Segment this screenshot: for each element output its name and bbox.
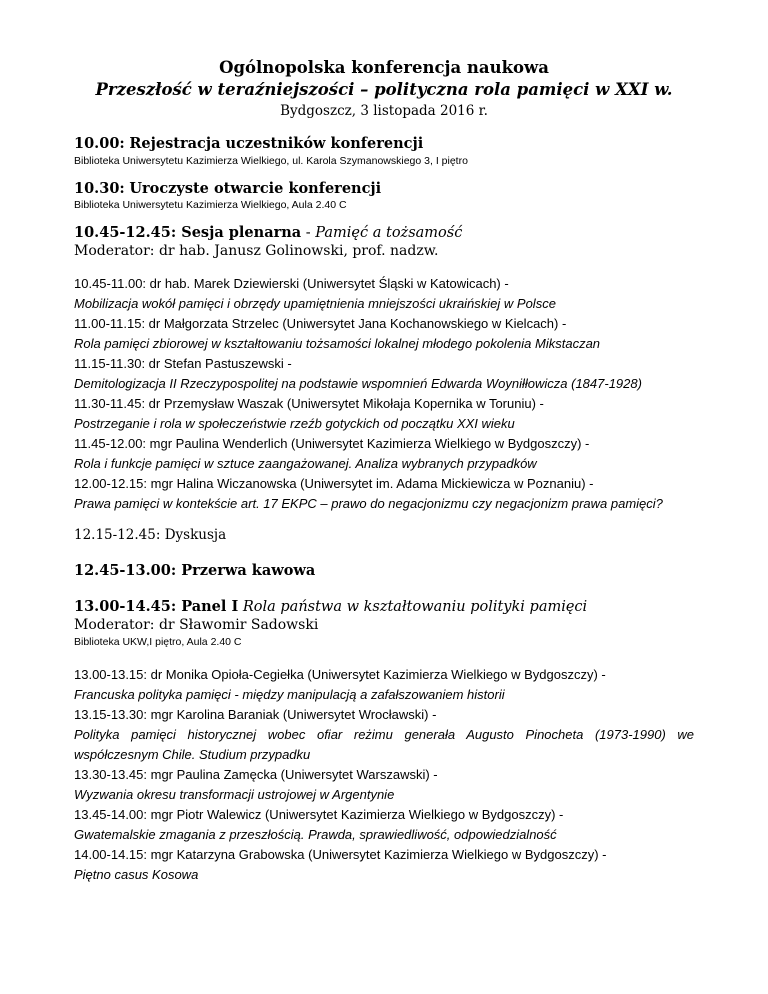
registration-label: Rejestracja uczestników konferencji [129, 135, 424, 152]
talk-speaker-line: 13.15-13.30: mgr Karolina Baraniak (Uniwersytet Wrocławski) - [74, 707, 437, 722]
panel1-venue: Biblioteka UKW,I piętro, Aula 2.40 C [74, 636, 242, 648]
talk-item [74, 354, 694, 394]
talk-speaker-line: 14.00-14.15: mgr Katarzyna Grabowska (Uniwersytet Kazimierza Wielkiego w Bydgoszczy) - [74, 847, 607, 862]
opening-venue: Biblioteka Uniwersytetu Kazimierza Wielkiego, Aula 2.40 C [74, 199, 347, 211]
talk-item [74, 274, 694, 314]
talk-item [74, 665, 694, 705]
talk-item [74, 845, 694, 885]
talk-speaker-line: 10.45-11.00: dr hab. Marek Dziewierski (Uniwersytet Śląski w Katowicach) - [74, 276, 509, 291]
talk-title: Rola i funkcje pamięci w sztuce zaangażowanej. Analiza wybranych przypadków [74, 456, 537, 471]
registration-venue: Biblioteka Uniwersytetu Kazimierza Wielkiego, ul. Karola Szymanowskiego 3, I piętro [74, 155, 468, 167]
talk-speaker-line: 11.30-11.45: dr Przemysław Waszak (Uniwersytet Mikołaja Kopernika w Toruniu) - [74, 396, 544, 411]
panel1-talk-list [74, 665, 694, 885]
talk-title: Polityka pamięci historycznej wobec ofiar reżimu generała Augusto Pinocheta (1973-1990) we współczesnym Chile. Studium przypadku [74, 727, 694, 762]
break-time: 12.45-13.00 [74, 562, 171, 579]
panel1-moderator: Moderator: dr Sławomir Sadowski [74, 617, 319, 633]
talk-item [74, 434, 694, 474]
panel1-theme: Rola państwa w kształtowaniu polityki pamięci [242, 599, 588, 615]
conference-title: Ogólnopolska konferencja naukowa [219, 58, 549, 77]
panel1-label: : Panel I [170, 598, 239, 615]
talk-title: Demitologizacja II Rzeczypospolitej na podstawie wspomnień Edwarda Woyniłłowicza (1847-1928) [74, 376, 642, 391]
talk-title: Postrzeganie i rola w społeczeństwie rzeźb gotyckich od początku XXI wieku [74, 416, 515, 431]
talk-title: Gwatemalskie zmagania z przeszłością. Prawda, sprawiedliwość, odpowiedzialność [74, 827, 557, 842]
talk-title: Wyzwania okresu transformacji ustrojowej w Argentynie [74, 787, 395, 802]
break-heading [74, 562, 694, 580]
talk-speaker-line: 12.00-12.15: mgr Halina Wiczanowska (Uniwersytet im. Adama Mickiewicza w Poznaniu) - [74, 476, 594, 491]
talk-item [74, 805, 694, 845]
panel1-time: 13.00-14.45 [74, 598, 171, 615]
plenary-heading [74, 224, 694, 242]
talk-speaker-line: 11.45-12.00: mgr Paulina Wenderlich (Uniwersytet Kazimierza Wielkiego w Bydgoszczy) - [74, 436, 590, 451]
plenary-dash: - [301, 225, 316, 241]
talk-title: Piętno casus Kosowa [74, 867, 199, 882]
panel1-heading [74, 598, 694, 616]
opening-heading [74, 180, 694, 198]
opening-time: 10.30: [74, 180, 125, 197]
talk-speaker-line: 13.30-13.45: mgr Paulina Zamęcka (Uniwersytet Warszawski) - [74, 767, 438, 782]
talk-item [74, 314, 694, 354]
talk-item [74, 705, 694, 765]
plenary-talk-list [74, 274, 694, 514]
talk-item [74, 394, 694, 434]
plenary-discussion: 12.15-12.45: Dyskusja [74, 527, 227, 543]
conference-subtitle: Przeszłość w teraźniejszości – polityczna rola pamięci w XXI w. [95, 80, 673, 99]
talk-item [74, 765, 694, 805]
plenary-time: 10.45-12.45 [74, 224, 171, 241]
talk-speaker-line: 11.00-11.15: dr Małgorzata Strzelec (Uniwersytet Jana Kochanowskiego w Kielcach) - [74, 316, 567, 331]
plenary-moderator: Moderator: dr hab. Janusz Golinowski, prof. nadzw. [74, 243, 439, 259]
talk-title: Francuska polityka pamięci - między manipulacją a zafałszowaniem historii [74, 687, 505, 702]
registration-heading [74, 135, 694, 153]
talk-speaker-line: 13.45-14.00: mgr Piotr Walewicz (Uniwersytet Kazimierza Wielkiego w Bydgoszczy) - [74, 807, 564, 822]
talk-item [74, 474, 694, 514]
talk-title: Prawa pamięci w kontekście art. 17 EKPC – prawo do negacjonizmu czy negacjonizm prawa pamięci? [74, 496, 663, 511]
programme-document [74, 57, 694, 885]
break-label: : Przerwa kawowa [170, 562, 316, 579]
talk-title: Mobilizacja wokół pamięci i obrzędy upamiętnienia mniejszości ukraińskiej w Polsce [74, 296, 556, 311]
plenary-label: : Sesja plenarna [170, 224, 302, 241]
opening-label: Uroczyste otwarcie konferencji [129, 180, 382, 197]
place-date: Bydgoszcz, 3 listopada 2016 r. [280, 103, 488, 119]
talk-speaker-line: 13.00-13.15: dr Monika Opioła-Cegiełka (Uniwersytet Kazimierza Wielkiego w Bydgoszczy) - [74, 667, 606, 682]
plenary-theme: Pamięć a tożsamość [315, 225, 463, 241]
talk-title: Rola pamięci zbiorowej w kształtowaniu tożsamości lokalnej młodego pokolenia Mikstaczan [74, 336, 601, 351]
talk-speaker-line: 11.15-11.30: dr Stefan Pastuszewski - [74, 356, 292, 371]
registration-time: 10.00: [74, 135, 125, 152]
